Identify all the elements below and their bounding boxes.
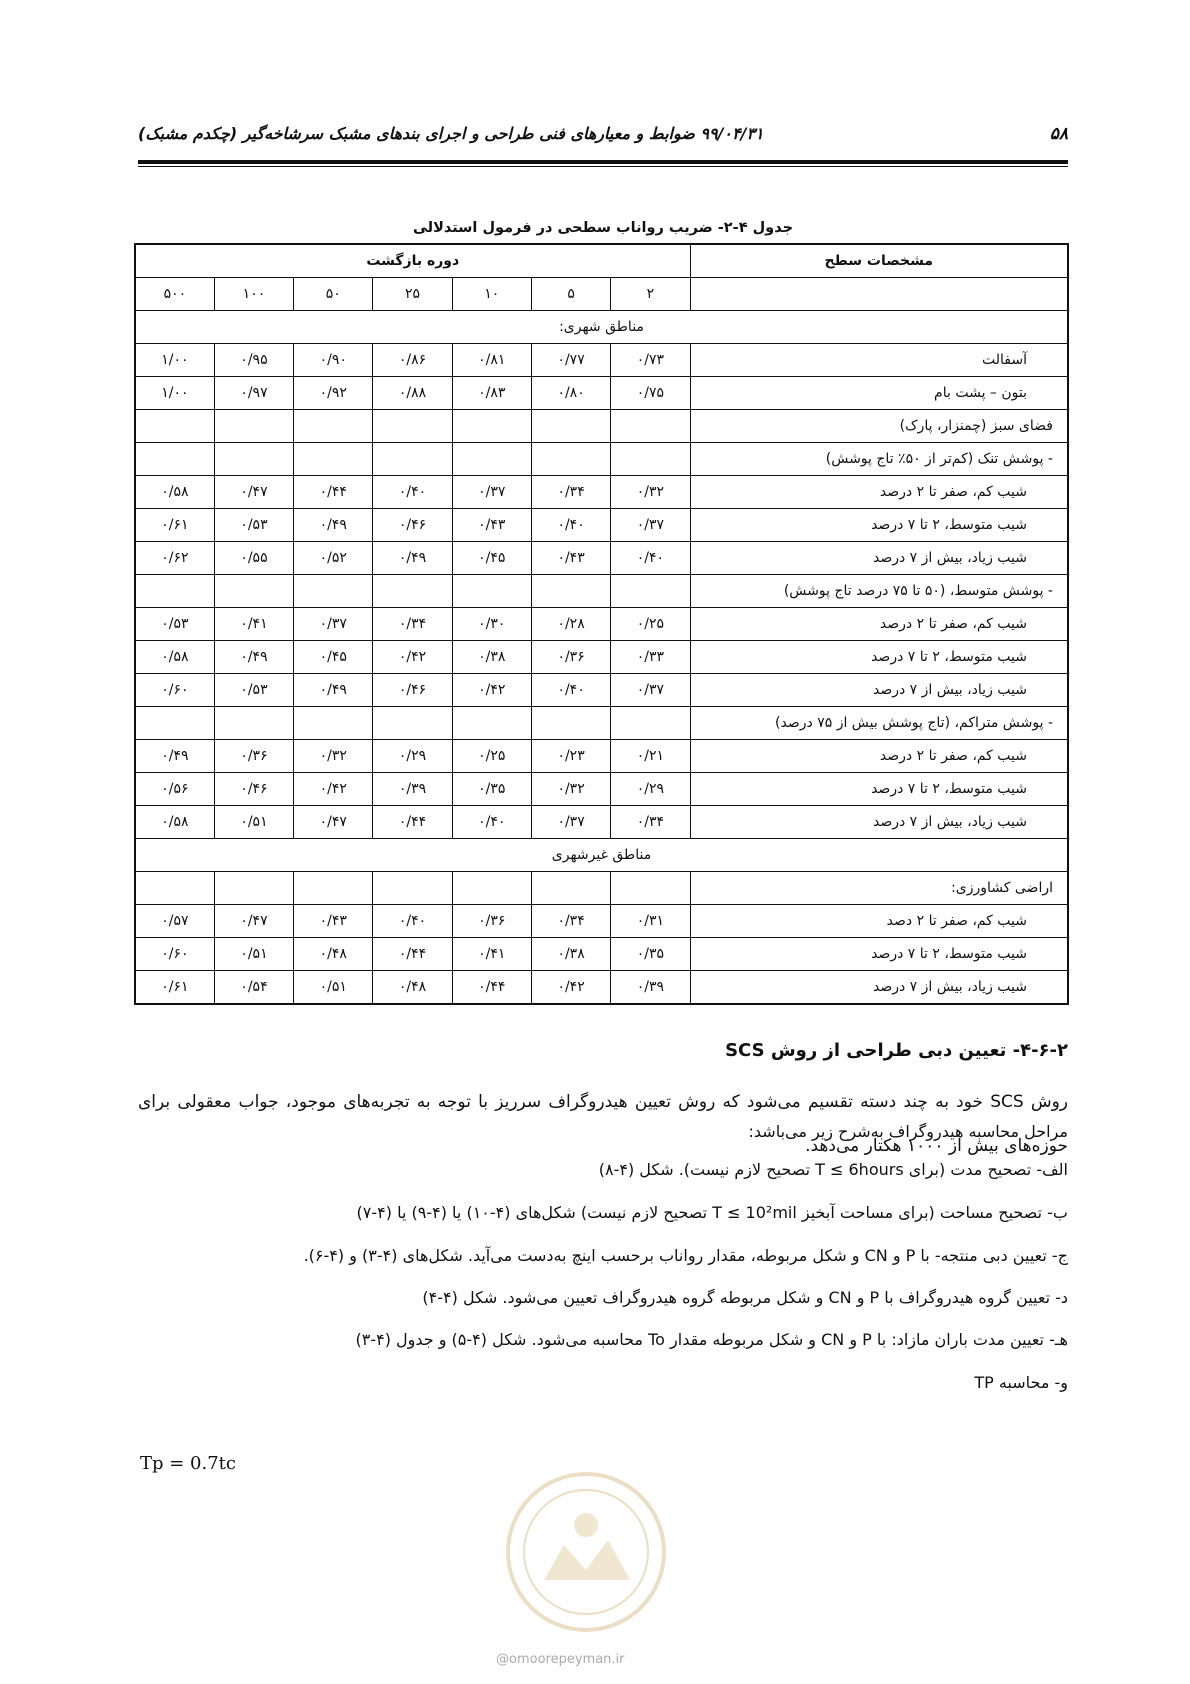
- value-cell: ۰/۴۰: [531, 674, 610, 707]
- period-cell: ۵۰: [294, 278, 373, 311]
- value-cell: ۰/۳۱: [611, 905, 690, 938]
- step-item: ب- تصحیح مساحت (برای مساحت آبخیز T ≤ 10²mil تصحیح لازم نیست) شکل‌های (۴-۱۰) یا (۴-۹) یا (۴-۷): [356, 1203, 1068, 1222]
- value-cell: ۰/۵۸: [135, 641, 214, 674]
- value-cell: ۰/۵۳: [135, 608, 214, 641]
- value-cell: ۰/۳۴: [531, 905, 610, 938]
- row-label: شیب زیاد، بیش از ۷ درصد: [690, 674, 1068, 707]
- page-header: [138, 124, 1068, 150]
- value-cell: ۰/۴۲: [531, 971, 610, 1005]
- row-label: بتون – پشت بام: [690, 377, 1068, 410]
- value-cell: [294, 575, 373, 608]
- value-cell: ۰/۵۵: [214, 542, 293, 575]
- value-cell: ۰/۲۹: [611, 773, 690, 806]
- value-cell: ۰/۴۲: [294, 773, 373, 806]
- value-cell: ۰/۴۶: [214, 773, 293, 806]
- value-cell: ۰/۳۷: [611, 674, 690, 707]
- value-cell: ۰/۵۱: [294, 971, 373, 1005]
- value-cell: [214, 707, 293, 740]
- value-cell: ۰/۶۲: [135, 542, 214, 575]
- section-paragraph: روش SCS خود به چند دسته تقسیم می‌شود که روش تعیین هیدروگراف سرریز با توجه به تجربه‌های موجود، جواب معقولی برای حوزه‌های بیش از ۱۰۰۰ هکتار می‌دهد.: [138, 1092, 1069, 1156]
- section-label: مناطق غیرشهری: [135, 839, 1068, 872]
- value-cell: ۰/۴۵: [294, 641, 373, 674]
- value-cell: ۰/۴۶: [373, 674, 452, 707]
- value-cell: [611, 575, 690, 608]
- value-cell: ۰/۴۶: [373, 509, 452, 542]
- value-cell: ۰/۵۲: [294, 542, 373, 575]
- value-cell: ۰/۵۸: [135, 476, 214, 509]
- value-cell: ۰/۴۱: [452, 938, 531, 971]
- value-cell: ۰/۳۷: [294, 608, 373, 641]
- value-cell: ۰/۷۵: [611, 377, 690, 410]
- value-cell: [135, 410, 214, 443]
- value-cell: ۰/۴۹: [294, 509, 373, 542]
- value-cell: ۰/۶۰: [135, 674, 214, 707]
- value-cell: [611, 707, 690, 740]
- value-cell: ۰/۵۳: [214, 509, 293, 542]
- value-cell: ۰/۴۰: [452, 806, 531, 839]
- value-cell: ۰/۳۹: [611, 971, 690, 1005]
- value-cell: ۰/۴۸: [294, 938, 373, 971]
- value-cell: ۰/۴۵: [452, 542, 531, 575]
- value-cell: ۰/۴۹: [294, 674, 373, 707]
- period-cell: ۲۵: [373, 278, 452, 311]
- value-cell: [373, 410, 452, 443]
- period-cell: ۱۰: [452, 278, 531, 311]
- value-cell: [531, 575, 610, 608]
- value-cell: ۰/۳۶: [452, 905, 531, 938]
- row-label: شیب کم، صفر تا ۲ درصد: [690, 608, 1068, 641]
- value-cell: [611, 872, 690, 905]
- value-cell: ۰/۵۱: [214, 806, 293, 839]
- step-item: هـ- تعیین مدت باران مازاد: با P و CN و شکل مربوطه مقدار To محاسبه می‌شود. شکل (۴-۵) و جدول (۴-۳): [355, 1330, 1068, 1349]
- value-cell: ۰/۳۵: [452, 773, 531, 806]
- value-cell: [611, 443, 690, 476]
- value-cell: ۰/۴۳: [452, 509, 531, 542]
- row-label: شیب متوسط، ۲ تا ۷ درصد: [690, 509, 1068, 542]
- header-return-period: دوره بازگشت: [135, 244, 690, 278]
- table-row: [135, 740, 1068, 773]
- value-cell: ۰/۴۱: [214, 608, 293, 641]
- value-cell: ۰/۳۴: [531, 476, 610, 509]
- value-cell: ۰/۵۴: [214, 971, 293, 1005]
- value-cell: ۰/۵۸: [135, 806, 214, 839]
- row-label: آسفالت: [690, 344, 1068, 377]
- value-cell: ۰/۵۱: [214, 938, 293, 971]
- value-cell: ۰/۷۳: [611, 344, 690, 377]
- value-cell: ۰/۴۴: [373, 938, 452, 971]
- value-cell: ۱/۰۰: [135, 377, 214, 410]
- value-cell: [214, 575, 293, 608]
- value-cell: ۰/۸۸: [373, 377, 452, 410]
- value-cell: ۰/۴۰: [531, 509, 610, 542]
- value-cell: ۰/۴۷: [214, 476, 293, 509]
- value-cell: ۰/۴۳: [294, 905, 373, 938]
- value-cell: ۰/۴۹: [373, 542, 452, 575]
- value-cell: ۰/۴۷: [214, 905, 293, 938]
- table-row: [135, 410, 1068, 443]
- row-label: اراضی کشاورزی:: [690, 872, 1068, 905]
- value-cell: [135, 575, 214, 608]
- value-cell: [531, 443, 610, 476]
- value-cell: [135, 872, 214, 905]
- running-title: ۹۹/۰۴/۳۱ ضوابط و معیارهای فنی طراحی و اجرای بندهای مشبک سرشاخه‌گیر (چکدم مشبک): [138, 124, 764, 143]
- value-cell: ۰/۲۵: [452, 740, 531, 773]
- table-row: [135, 476, 1068, 509]
- steps-intro: مراحل محاسبه هیدروگراف به‌شرح زیر می‌باشد:: [748, 1122, 1068, 1141]
- row-label: - پوشش تنک (کم‌تر از ۵۰٪ تاج پوشش): [690, 443, 1068, 476]
- value-cell: ۰/۳۲: [531, 773, 610, 806]
- value-cell: ۰/۴۰: [373, 476, 452, 509]
- value-cell: ۰/۳۴: [611, 806, 690, 839]
- watermark-logo: [504, 1470, 669, 1635]
- table-row: [135, 839, 1068, 872]
- table-row: [135, 443, 1068, 476]
- value-cell: ۰/۸۶: [373, 344, 452, 377]
- row-label: شیب کم، صفر تا ۲ دصد: [690, 905, 1068, 938]
- value-cell: ۰/۹۰: [294, 344, 373, 377]
- value-cell: [135, 707, 214, 740]
- value-cell: [373, 872, 452, 905]
- value-cell: [214, 443, 293, 476]
- value-cell: [294, 443, 373, 476]
- header-surface: مشخصات سطح: [690, 244, 1068, 278]
- value-cell: ۰/۳۷: [452, 476, 531, 509]
- value-cell: ۰/۴۲: [452, 674, 531, 707]
- value-cell: ۰/۳۵: [611, 938, 690, 971]
- step-item: و- محاسبه TP: [974, 1373, 1068, 1392]
- row-label: شیب متوسط، ۲ تا ۷ درصد: [690, 938, 1068, 971]
- table-row: [135, 938, 1068, 971]
- table-row: [135, 971, 1068, 1005]
- value-cell: ۰/۷۷: [531, 344, 610, 377]
- value-cell: ۰/۳۶: [214, 740, 293, 773]
- value-cell: [531, 707, 610, 740]
- value-cell: [214, 872, 293, 905]
- period-empty: [690, 278, 1068, 311]
- header-rule-thin: [138, 166, 1068, 167]
- row-label: - پوشش متوسط، (۵۰ تا ۷۵ درصد تاج پوشش): [690, 575, 1068, 608]
- value-cell: ۰/۳۰: [452, 608, 531, 641]
- value-cell: ۰/۹۷: [214, 377, 293, 410]
- value-cell: ۰/۲۳: [531, 740, 610, 773]
- value-cell: ۱/۰۰: [135, 344, 214, 377]
- value-cell: [531, 872, 610, 905]
- period-cell: ۲: [611, 278, 690, 311]
- value-cell: ۰/۸۳: [452, 377, 531, 410]
- table-row: [135, 509, 1068, 542]
- value-cell: ۰/۸۰: [531, 377, 610, 410]
- table-row: [135, 773, 1068, 806]
- value-cell: [135, 443, 214, 476]
- value-cell: ۰/۹۲: [294, 377, 373, 410]
- value-cell: [611, 410, 690, 443]
- row-label: شیب زیاد، بیش از ۷ درصد: [690, 806, 1068, 839]
- value-cell: ۰/۴۳: [531, 542, 610, 575]
- value-cell: ۰/۴۴: [373, 806, 452, 839]
- step-item: الف- تصحیح مدت (برای T ≤ 6hours تصحیح لازم نیست). شکل (۴-۸): [598, 1160, 1068, 1179]
- value-cell: [294, 707, 373, 740]
- table-row: [135, 344, 1068, 377]
- value-cell: [531, 410, 610, 443]
- value-cell: [452, 410, 531, 443]
- table-row: [135, 542, 1068, 575]
- value-cell: ۰/۸۱: [452, 344, 531, 377]
- step-item: د- تعیین گروه هیدروگراف با P و CN و شکل مربوطه گروه هیدروگراف تعیین می‌شود. شکل (۴-۴): [422, 1288, 1068, 1307]
- row-label: شیب زیاد، بیش از ۷ درصد: [690, 971, 1068, 1005]
- table-row: [135, 641, 1068, 674]
- table-row: [135, 872, 1068, 905]
- period-row: [135, 278, 1068, 311]
- value-cell: [373, 707, 452, 740]
- value-cell: ۰/۶۱: [135, 971, 214, 1005]
- value-cell: ۰/۵۶: [135, 773, 214, 806]
- row-label: شیب زیاد، بیش از ۷ درصد: [690, 542, 1068, 575]
- row-label: شیب متوسط، ۲ تا ۷ درصد: [690, 641, 1068, 674]
- value-cell: ۰/۴۰: [373, 905, 452, 938]
- value-cell: ۰/۵۷: [135, 905, 214, 938]
- row-label: فضای سبز (چمنزار، پارک): [690, 410, 1068, 443]
- value-cell: ۰/۶۱: [135, 509, 214, 542]
- row-label: شیب متوسط، ۲ تا ۷ درصد: [690, 773, 1068, 806]
- value-cell: ۰/۶۰: [135, 938, 214, 971]
- value-cell: [452, 707, 531, 740]
- value-cell: [214, 410, 293, 443]
- value-cell: [294, 410, 373, 443]
- section-label: مناطق شهری:: [135, 311, 1068, 344]
- value-cell: [294, 872, 373, 905]
- value-cell: [452, 872, 531, 905]
- watermark-url: @omoorepeyman.ir: [496, 1652, 625, 1667]
- header-rule-thick: [138, 160, 1068, 164]
- table-row: [135, 377, 1068, 410]
- table-row: [135, 707, 1068, 740]
- value-cell: ۰/۳۸: [452, 641, 531, 674]
- value-cell: [452, 443, 531, 476]
- value-cell: ۰/۹۵: [214, 344, 293, 377]
- period-cell: ۵: [531, 278, 610, 311]
- runoff-coefficient-table: [134, 243, 1069, 1005]
- value-cell: [373, 575, 452, 608]
- row-label: شیب کم، صفر تا ۲ درصد: [690, 476, 1068, 509]
- step-item: ج- تعیین دبی منتجه- با P و CN و شکل مربوطه، مقدار رواناب برحسب اینچ به‌دست می‌آید. شکل‌های (۴-۳) و (۴-۶).: [303, 1246, 1068, 1265]
- page-number: ۵۸: [1049, 124, 1068, 144]
- value-cell: ۰/۳۲: [294, 740, 373, 773]
- value-cell: ۰/۳۸: [531, 938, 610, 971]
- value-cell: ۰/۴۷: [294, 806, 373, 839]
- tp-formula: Tp = 0.7tc: [140, 1453, 236, 1474]
- row-label: شیب کم، صفر تا ۲ درصد: [690, 740, 1068, 773]
- value-cell: ۰/۳۳: [611, 641, 690, 674]
- table-row: [135, 311, 1068, 344]
- table-row: [135, 674, 1068, 707]
- value-cell: ۰/۲۸: [531, 608, 610, 641]
- table-row: [135, 905, 1068, 938]
- value-cell: ۰/۲۱: [611, 740, 690, 773]
- value-cell: ۰/۴۲: [373, 641, 452, 674]
- value-cell: [373, 443, 452, 476]
- table-header-row: [135, 244, 1068, 278]
- value-cell: ۰/۵۳: [214, 674, 293, 707]
- value-cell: ۰/۳۹: [373, 773, 452, 806]
- value-cell: ۰/۳۶: [531, 641, 610, 674]
- period-cell: ۱۰۰: [214, 278, 293, 311]
- value-cell: [452, 575, 531, 608]
- value-cell: ۰/۲۵: [611, 608, 690, 641]
- table-row: [135, 608, 1068, 641]
- value-cell: ۰/۳۷: [611, 509, 690, 542]
- table-caption: جدول ۴-۲- ضریب رواناب سطحی در فرمول استدلالی: [412, 220, 794, 236]
- value-cell: ۰/۴۴: [452, 971, 531, 1005]
- value-cell: ۰/۴۸: [373, 971, 452, 1005]
- value-cell: ۰/۳۴: [373, 608, 452, 641]
- row-label: - پوشش متراکم، (تاج پوشش بیش از ۷۵ درصد): [690, 707, 1068, 740]
- table-row: [135, 575, 1068, 608]
- value-cell: ۰/۲۹: [373, 740, 452, 773]
- value-cell: ۰/۴۹: [214, 641, 293, 674]
- value-cell: ۰/۴۴: [294, 476, 373, 509]
- value-cell: ۰/۳۲: [611, 476, 690, 509]
- value-cell: ۰/۳۷: [531, 806, 610, 839]
- value-cell: ۰/۴۹: [135, 740, 214, 773]
- value-cell: ۰/۴۰: [611, 542, 690, 575]
- table-row: [135, 806, 1068, 839]
- section-heading: ۴-۶-۲- تعیین دبی طراحی از روش SCS: [725, 1040, 1068, 1061]
- period-cell: ۵۰۰: [135, 278, 214, 311]
